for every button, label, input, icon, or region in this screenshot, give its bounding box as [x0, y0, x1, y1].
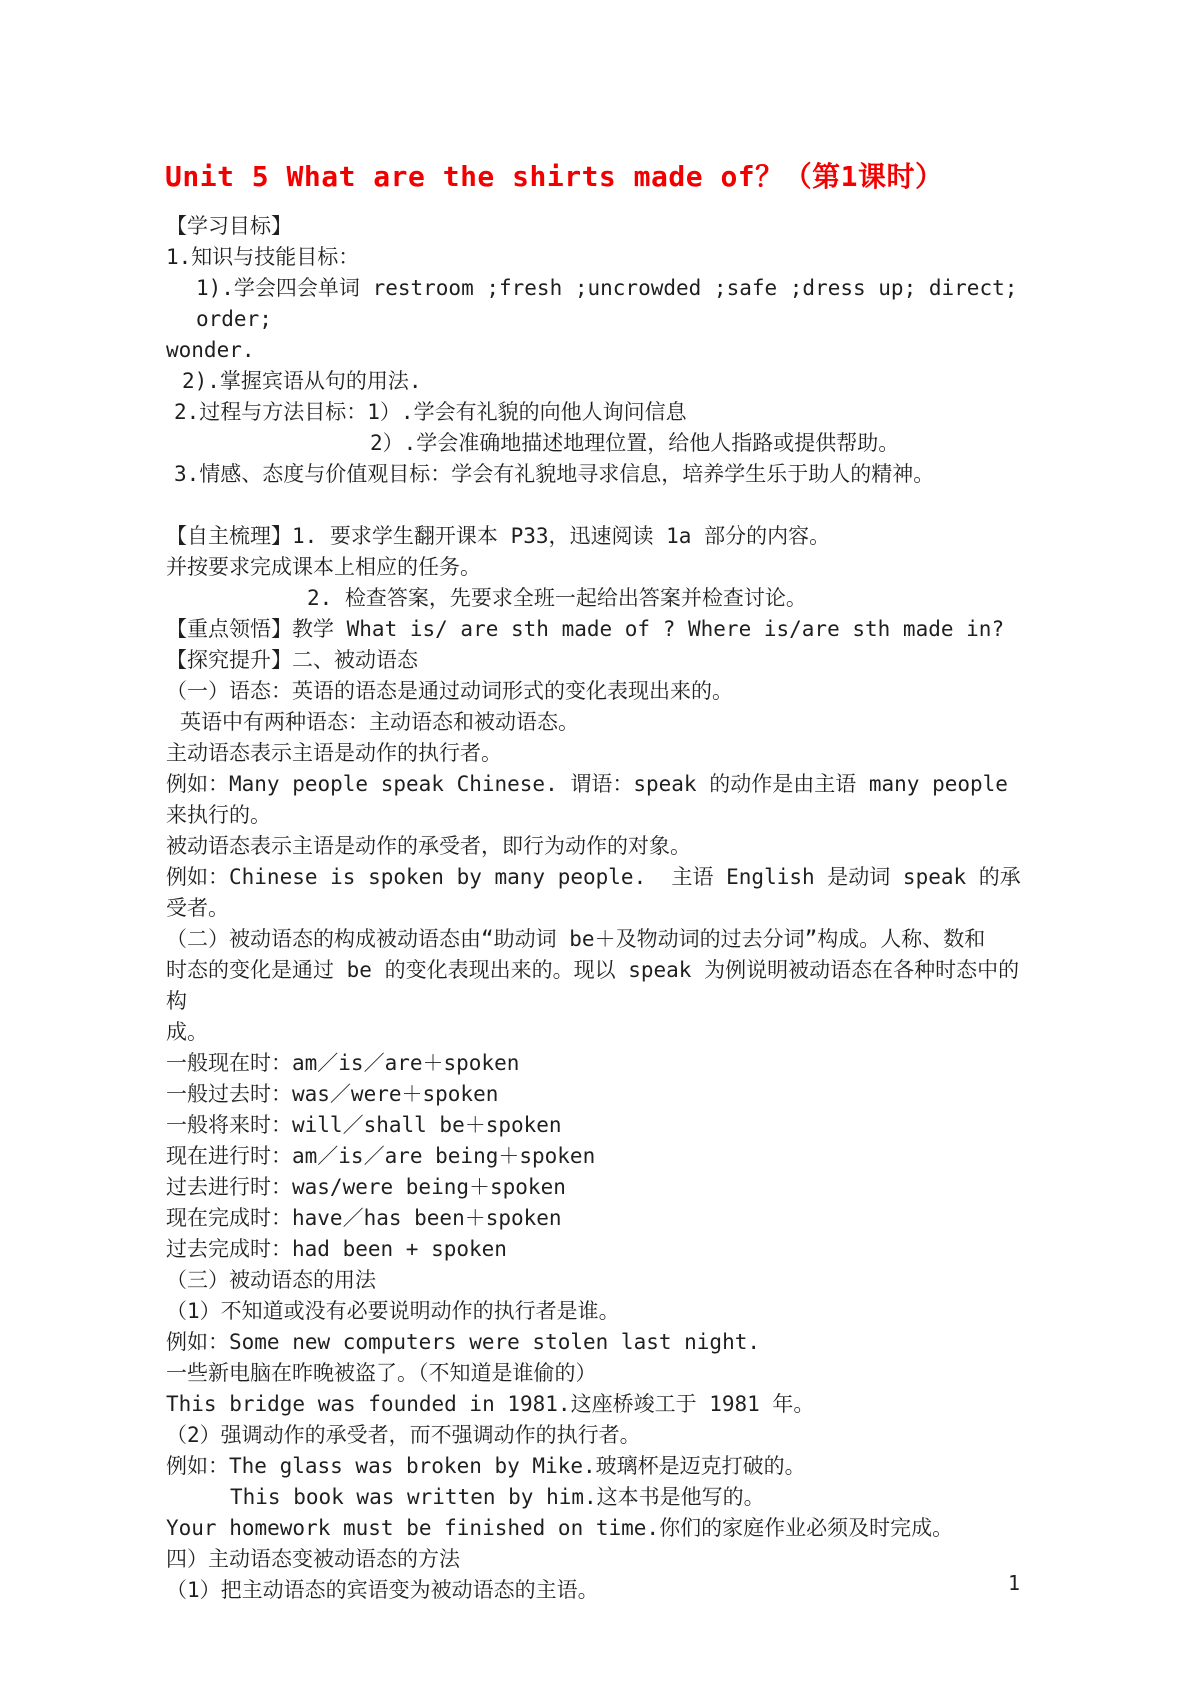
doc-line: 2. 检查答案，先要求全班一起给出答案并检查讨论。 [307, 586, 807, 610]
doc-line: 2).掌握宾语从句的用法. [182, 369, 422, 393]
doc-line: 成。 [166, 1020, 208, 1044]
doc-line: 1).学会四会单词 restroom ;fresh ;uncrowded ;safe ;dress up; direct; order; [196, 276, 1031, 331]
doc-line: （二）被动语态的构成被动语态由“助动词 be＋及物动词的过去分词”构成。人称、数和 [166, 927, 986, 951]
doc-line: 时态的变化是通过 be 的变化表现出来的。现以 speak 为例说明被动语态在各种时态中的构 [166, 958, 1020, 1013]
doc-line: wonder. [166, 338, 255, 362]
doc-line: 一般将来时：will／shall be＋spoken [166, 1113, 562, 1137]
document-title: Unit 5 What are the shirts made of？（第1课时） [165, 160, 944, 193]
doc-line: 过去完成时：had been + spoken [166, 1237, 507, 1261]
doc-line: 来执行的。 [166, 803, 271, 827]
doc-line: Your homework must be finished on time.你们的家庭作业必须及时完成。 [166, 1516, 954, 1540]
doc-line: 例如：Many people speak Chinese. 谓语：speak 的动作是由主语 many people [166, 772, 1008, 796]
doc-line: 【探究提升】二、被动语态 [166, 648, 418, 672]
doc-line: （1）把主动语态的宾语变为被动语态的主语。 [166, 1578, 599, 1602]
doc-line: （2）强调动作的承受者，而不强调动作的执行者。 [166, 1423, 641, 1447]
doc-line: 【学习目标】 [166, 214, 292, 238]
doc-line: 一般过去时：was／were＋spoken [166, 1082, 499, 1106]
doc-line: 一般现在时：am／is／are＋spoken [166, 1051, 520, 1075]
doc-line: This bridge was founded in 1981.这座桥竣工于 1981 年。 [166, 1392, 815, 1416]
doc-line: （一）语态：英语的语态是通过动词形式的变化表现出来的。 [166, 679, 733, 703]
doc-line: 现在进行时：am／is／are being＋spoken [166, 1144, 596, 1168]
doc-line: 过去进行时：was/were being＋spoken [166, 1175, 566, 1199]
document-body [0, 194, 1200, 1606]
doc-line: 四）主动语态变被动语态的方法 [166, 1547, 460, 1571]
doc-line: （三）被动语态的用法 [166, 1268, 376, 1292]
doc-line: 例如：Chinese is spoken by many people. 主语 English 是动词 speak 的承受者。 [166, 865, 1021, 920]
doc-line: 【自主梳理】1. 要求学生翻开课本 P33，迅速阅读 1a 部分的内容。 [166, 524, 831, 548]
doc-line: 并按要求完成课本上相应的任务。 [166, 555, 481, 579]
blank-line [166, 490, 1035, 521]
doc-line: 【重点领悟】教学 What is/ are sth made of ? Where is/are sth made in? [166, 617, 1005, 641]
doc-line: 3.情感、态度与价值观目标：学会有礼貌地寻求信息，培养学生乐于助人的精神。 [174, 462, 935, 486]
doc-line: 现在完成时：have／has been＋spoken [166, 1206, 562, 1230]
doc-line: This book was written by him.这本书是他写的。 [230, 1485, 765, 1509]
doc-line: 英语中有两种语态：主动语态和被动语态。 [180, 710, 579, 734]
doc-line: 被动语态表示主语是动作的承受者，即行为动作的对象。 [166, 834, 691, 858]
doc-line: 主动语态表示主语是动作的执行者。 [166, 741, 502, 765]
doc-line: 2.过程与方法目标：1）.学会有礼貌的向他人询问信息 [174, 400, 687, 424]
doc-line: 例如：The glass was broken by Mike.玻璃杯是迈克打破的。 [166, 1454, 806, 1478]
doc-line: 一些新电脑在昨晚被盗了。（不知道是谁偷的） [166, 1361, 597, 1385]
page-number: 1 [1007, 1571, 1020, 1595]
doc-line: 例如：Some new computers were stolen last night. [166, 1330, 761, 1354]
doc-line: 1.知识与技能目标： [166, 245, 360, 269]
doc-line: 2）.学会准确地描述地理位置，给他人指路或提供帮助。 [370, 431, 900, 455]
doc-line: （1）不知道或没有必要说明动作的执行者是谁。 [166, 1299, 620, 1323]
